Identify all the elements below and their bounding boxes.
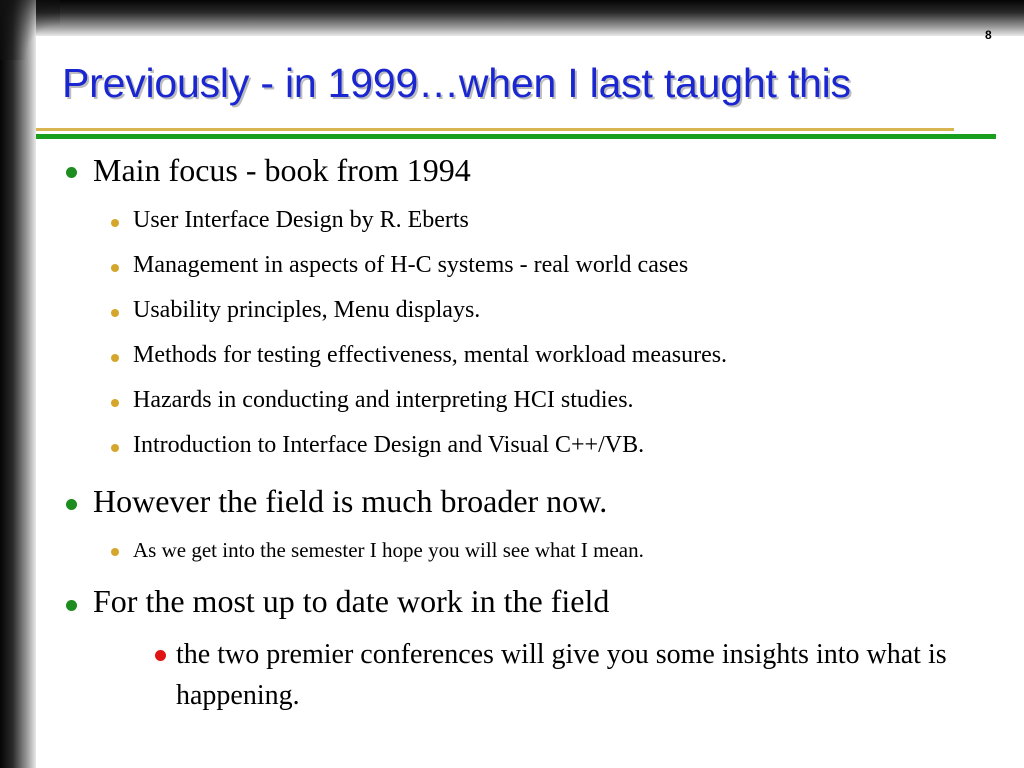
list-item: Introduction to Interface Design and Visual C++/VB.	[133, 432, 645, 458]
bullet-dot-icon	[66, 600, 77, 611]
sub-bullet-dot-icon	[111, 309, 119, 317]
bullet-dot-icon	[66, 167, 77, 178]
sub-bullet-dot-icon	[111, 354, 119, 362]
sub-bullet-dot-icon	[111, 399, 119, 407]
bullet-up-to-date: For the most up to date work in the field	[93, 583, 610, 619]
slide-title: Previously - in 1999…when I last taught this	[62, 60, 851, 106]
sub-bullet-dot-icon	[111, 219, 119, 227]
slide-number: 8	[985, 28, 992, 42]
sub-sub-bullet-dot-icon	[155, 650, 166, 661]
sub-bullet-dot-icon	[111, 444, 119, 452]
list-item: Methods for testing effectiveness, mental workload measures.	[133, 342, 728, 368]
sub-bullet-dot-icon	[111, 264, 119, 272]
bullet-main-focus: Main focus - book from 1994	[93, 152, 471, 188]
list-item: Hazards in conducting and interpreting HCI studies.	[133, 387, 634, 413]
list-item: the two premier conferences will give you some insights into what is happening.	[176, 639, 947, 711]
title-divider-green	[36, 134, 996, 139]
slide-frame-top-shadow	[0, 0, 1024, 36]
slide-frame-left-shadow	[0, 0, 36, 768]
list-item: Management in aspects of H-C systems - real world cases	[133, 252, 689, 278]
list-item: User Interface Design by R. Eberts	[133, 207, 469, 233]
title-divider-gold	[36, 128, 954, 131]
bullet-dot-icon	[66, 499, 77, 510]
bullet-broader: However the field is much broader now.	[93, 483, 608, 519]
list-item: Usability principles, Menu displays.	[133, 297, 481, 323]
sub-bullet-dot-icon	[111, 548, 119, 556]
list-item: As we get into the semester I hope you will see what I mean.	[133, 538, 644, 562]
